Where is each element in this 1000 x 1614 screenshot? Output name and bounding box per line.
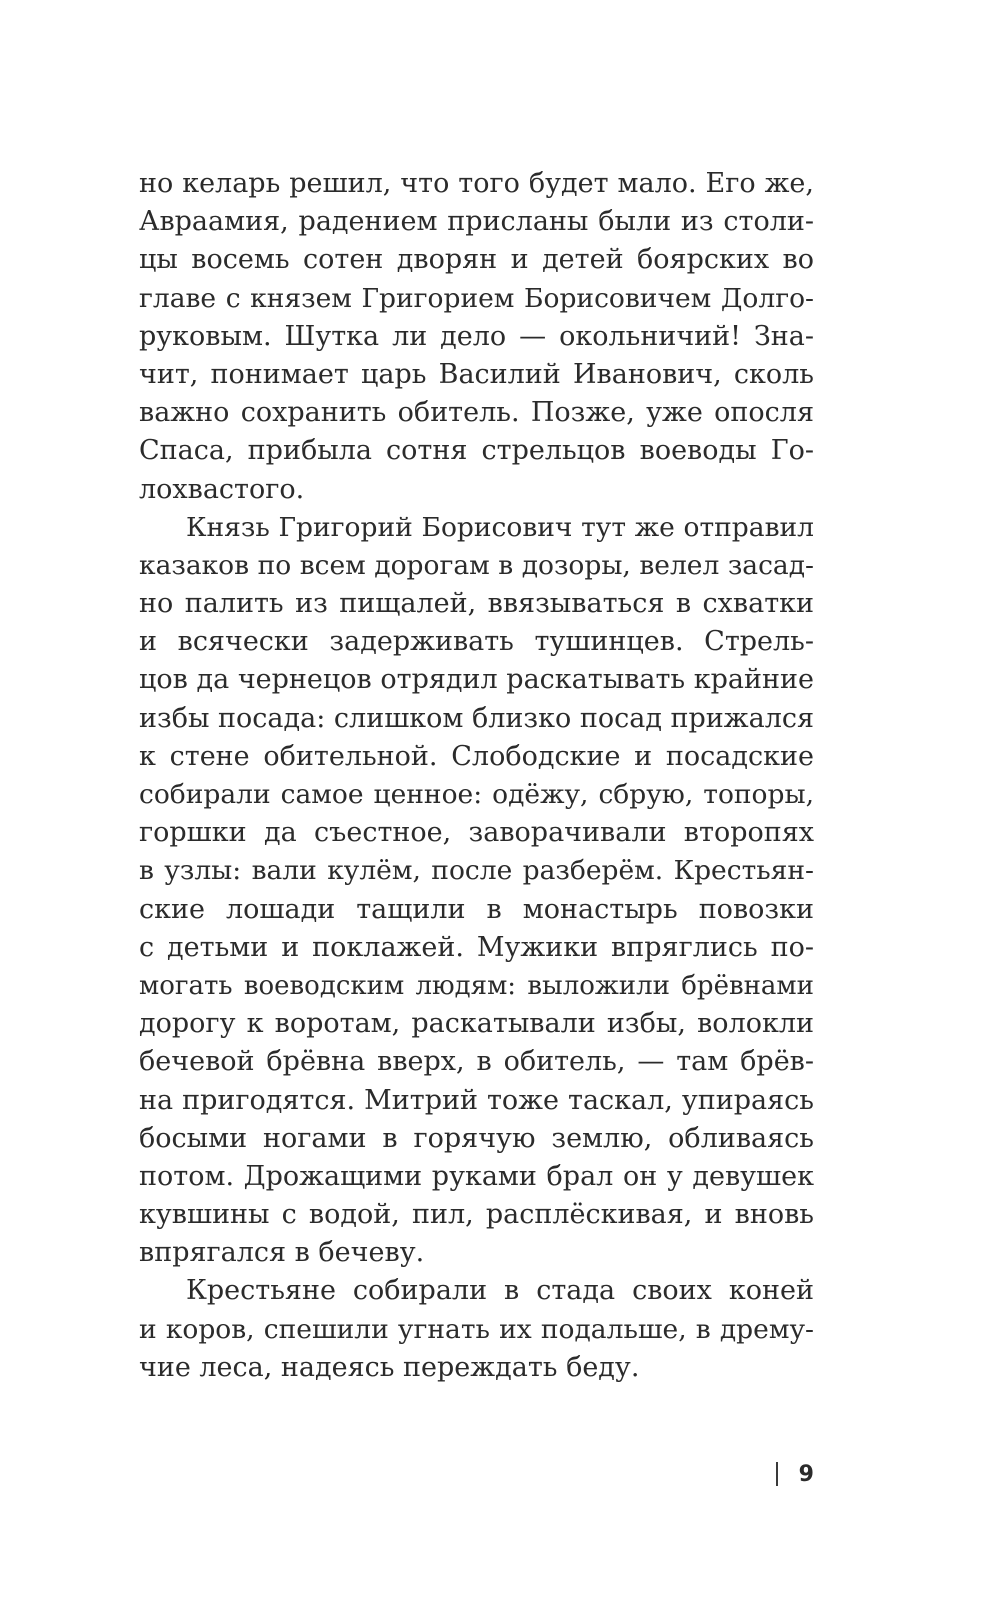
text-line: Князь Григорий Борисович тут же отправил [186, 511, 814, 543]
text-line: избы посада: слишком близко посад прижался [139, 702, 815, 734]
text-line: Авраамия, радением присланы были из столи- [139, 206, 814, 238]
text-line: на пригодятся. Митрий тоже таскал, упираясь [139, 1084, 814, 1116]
text-line: важно сохранить обитель. Позже, уже опосля [139, 397, 814, 429]
text-line: чит, понимает царь Василий Иванович, сколь [139, 358, 814, 390]
text-line: чие леса, надеясь переждать беду. [139, 1351, 640, 1383]
paragraph-3 [139, 1272, 814, 1387]
text-line: цов да чернецов отрядил раскатывать крайние [139, 664, 814, 696]
folio-divider [776, 1462, 778, 1486]
text-line: Спаса, прибыла сотня стрельцов воеводы Го- [139, 435, 814, 467]
text-line: могать воеводским людям: выложили брёвнами [139, 970, 814, 1001]
text-line: потом. Дрожащими руками брал он у девушек [139, 1160, 814, 1192]
text-line: бечевой брёвна вверх, в обитель, — там брёв- [139, 1046, 814, 1078]
text-line: но палить из пищалей, ввязываться в схватки [139, 588, 814, 620]
text-line: казаков по всем дорогам в дозоры, велел засад- [139, 549, 814, 581]
page-number: 9 [798, 1461, 815, 1487]
text-line: лохвастого. [139, 473, 305, 505]
text-line: собирали самое ценное: одёжу, сбрую, топоры, [139, 779, 814, 810]
body-text [139, 165, 814, 1387]
text-line: и всячески задерживать тушинцев. Стрель- [139, 626, 814, 658]
text-line: впрягался в бечеву. [139, 1237, 425, 1269]
text-line: к стене обительной. Слободские и посадские [139, 740, 814, 772]
text-line: цы восемь сотен дворян и детей боярских во [139, 244, 814, 276]
text-line: и коров, спешили угнать их подальше, в дрему- [139, 1313, 814, 1345]
text-line: в узлы: вали кулём, после разберём. Крестьян- [139, 855, 814, 887]
page-folio [776, 1460, 814, 1488]
text-line: но келарь решил, что того будет мало. Его же, [139, 168, 814, 199]
text-line: главе с князем Григорием Борисовичем Долго- [139, 282, 814, 314]
paragraph-2 [139, 509, 814, 1273]
text-line: горшки да съестное, заворачивали второпях [139, 817, 814, 849]
text-line: дорогу к воротам, раскатывали избы, волокли [139, 1008, 814, 1040]
text-line: босыми ногами в горячую землю, обливаясь [139, 1122, 814, 1154]
text-line: кувшины с водой, пил, расплёскивая, и вновь [139, 1199, 814, 1231]
text-line: руковым. Шутка ли дело — окольничий! Зна- [139, 320, 814, 352]
text-line: с детьми и поклажей. Мужики впряглись по- [139, 931, 814, 963]
text-line: Крестьяне собирали в стада своих коней [186, 1275, 814, 1307]
text-line: ские лошади тащили в монастырь повозки [139, 893, 814, 925]
paragraph-1 [139, 165, 814, 509]
